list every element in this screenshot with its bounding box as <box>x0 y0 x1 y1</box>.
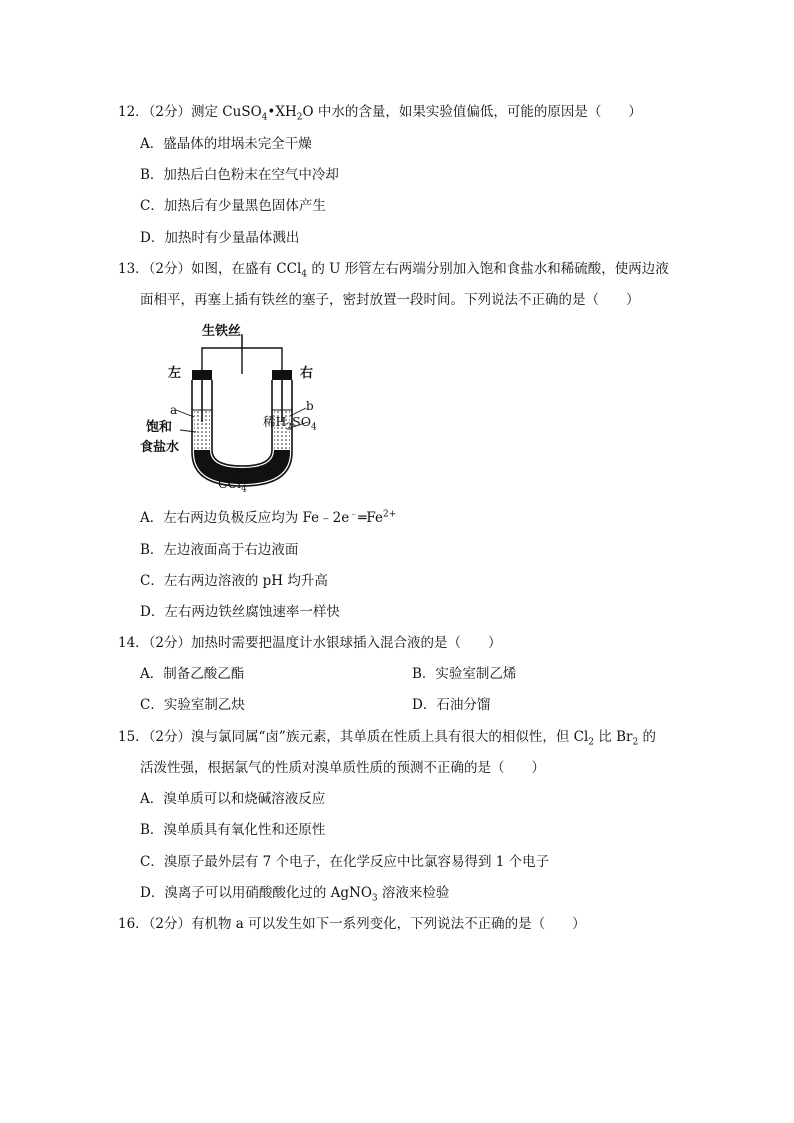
label-saturated: 饱和 <box>146 420 173 435</box>
right-stopper <box>272 370 292 380</box>
u-tube-figure <box>140 322 330 494</box>
q15-option-d: D．溴离子可以用硝酸酸化过的 AgNO$_3$ 溶液来检验 <box>140 885 450 904</box>
label-a: a <box>170 403 178 417</box>
label-iron-wire: 生铁丝 <box>202 324 242 339</box>
label-right: 右 <box>300 366 314 381</box>
u-tube-diagram <box>140 322 330 494</box>
iron-wire-right <box>242 334 282 374</box>
q15-option-c: C．溴原子最外层有 7 个电子，在化学反应中比氯容易得到 1 个电子 <box>140 854 550 870</box>
q12-option-a: A．盛晶体的坩埚未完全干燥 <box>140 136 312 152</box>
q14-option-d: D．石油分馏 <box>412 697 491 713</box>
q15-stem: 15．（2分）溴与氯同属“卤”族元素，其单质在性质上具有很大的相似性，但 $Cl_2$ 比 $Br_2$ 的 <box>118 729 656 748</box>
q12-option-b: B．加热后白色粉末在空气中冷却 <box>140 167 339 183</box>
q13-option-c: C．左右两边溶液的 pH 均升高 <box>140 573 328 589</box>
q14-option-a: A．制备乙酸乙酯 <box>140 666 245 682</box>
q13-option-b: B．左边液面高于右边液面 <box>140 542 299 558</box>
q15-option-a: A．溴单质可以和烧碱溶液反应 <box>140 791 326 807</box>
left-stopper <box>192 370 212 380</box>
q16-stem: 16．（2分）有机物 a 可以发生如下一系列变化，下列说法不正确的是（ ） <box>118 916 586 932</box>
q12-stem: 12．（2分）测定 $CuSO_4•XH_2O$ 中水的含量，如果实验值偏低，可能的原因是（ ） <box>118 104 642 123</box>
q14-option-c: C．实验室制乙炔 <box>140 697 245 713</box>
q14-stem: 14．（2分）加热时需要把温度计水银球插入混合液的是（ ） <box>118 635 502 651</box>
label-left: 左 <box>168 366 182 381</box>
label-dilute-h2so4: 稀$H_2SO_4$ <box>263 414 317 433</box>
q13-stem-line2: 面相平，再塞上插有铁丝的塞子，密封放置一段时间。下列说法不正确的是（ ） <box>140 292 640 308</box>
label-b: b <box>306 399 314 413</box>
label-ccl4: CCl$_4$ <box>218 476 247 495</box>
q13-stem: 13．（2分）如图，在盛有 CCl$_4$ 的 U 形管左右两端分别加入饱和食盐水和稀硫酸，使两边液 <box>118 261 669 280</box>
q12-option-c: C．加热后有少量黑色固体产生 <box>140 198 326 214</box>
q15-stem-line2: 活泼性强，根据氯气的性质对溴单质性质的预测不正确的是（ ） <box>140 760 545 776</box>
q13-option-a: A．左右两边负极反应均为 $Fe﹣2e^﹣═Fe^{2+}$ <box>140 509 397 526</box>
label-salt-water: 食盐水 <box>140 440 180 455</box>
q13-option-d: D．左右两边铁丝腐蚀速率一样快 <box>140 604 340 620</box>
q14-option-b: B．实验室制乙烯 <box>412 666 517 682</box>
q12-option-d: D．加热时有少量晶体溅出 <box>140 230 300 246</box>
q15-option-b: B．溴单质具有氧化性和还原性 <box>140 822 326 838</box>
